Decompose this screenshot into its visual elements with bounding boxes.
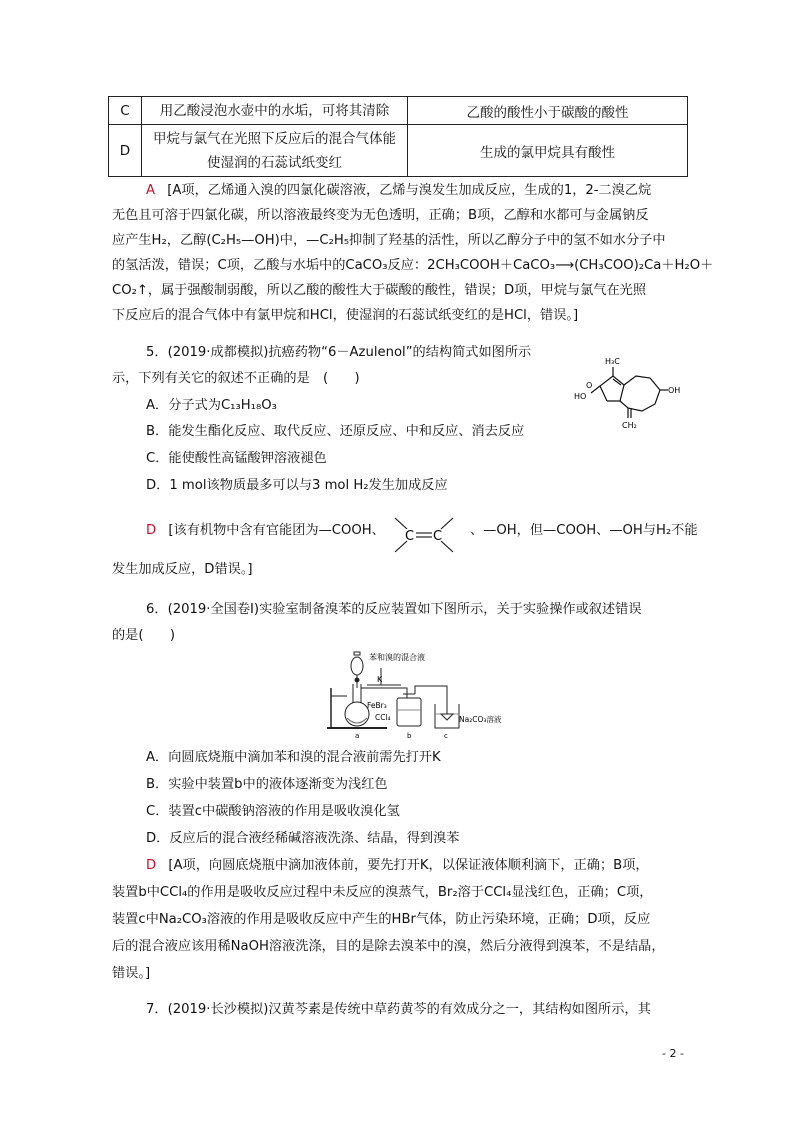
row-left-line1: 甲烷与氯气在光照下反应后的混合气体能: [153, 130, 396, 147]
q6-option-d: D．反应后的混合液经稀碱溶液洗涤、结晶，得到溴苯: [146, 831, 460, 846]
q5-answer: D: [146, 523, 157, 538]
label-mixture: 苯和溴的混合液: [369, 653, 425, 662]
struct-oh: OH: [668, 386, 681, 395]
q6-exp-line1: [A项，向圆底烧瓶中滴加液体前，要先打开K，以保证液体顺利滴下，正确；B项，: [168, 858, 649, 873]
q5-option-b: B．能发生酯化反应、取代反应、还原反应、中和反应、消去反应: [146, 424, 525, 439]
q6-answer: D: [146, 858, 157, 873]
label-na2co3: Na₂CO₃溶液: [459, 715, 502, 724]
q5-option-c: C．能使酸性高锰酸钾溶液褪色: [146, 451, 327, 466]
row-left-line2: 使湿润的石蕊试纸变红: [207, 154, 342, 171]
q5-stem-line2: 示，下列有关它的叙述不正确的是 ( ): [112, 371, 360, 386]
q6-exp-line4: 后的混合液应该用稀NaOH溶液洗涤，目的是除去溴苯中的溴，然后分液得到溴苯，不是结晶，: [112, 939, 665, 954]
row-label: D: [109, 125, 142, 177]
q6-exp-line3: 装置c中Na₂CO₃溶液的作用是吸收反应中产生的HBr气体，防止污染环境，正确；D项，反应: [112, 912, 651, 927]
label-ccl4: CCl₄: [375, 713, 391, 722]
table-row: [109, 125, 688, 177]
row-left: 用乙酸浸泡水壶中的水垢，可将其清除: [142, 97, 408, 125]
q5-exp-line2: 发生加成反应，D错误。]: [112, 562, 253, 577]
row-left: [142, 125, 408, 177]
options-table: [108, 96, 688, 177]
q6-stem-line1: 6．(2019·全国卷Ⅰ)实验室制备溴苯的反应装置如下图所示，关于实验操作或叙述错误: [146, 602, 642, 617]
q6-exp-line5: 错误。]: [112, 966, 151, 981]
q4-exp-line3: 应产生H₂，乙醇(C₂H₅—OH)中，—C₂H₅抑制了羟基的活性，所以乙醇分子中的氢不如水分子中: [112, 233, 666, 248]
label-b: b: [407, 732, 412, 740]
struct-ho: HO: [574, 392, 587, 401]
cc-c2: C: [433, 529, 443, 544]
q6-exp-line2: 装置b中CCl₄的作用是吸收反应过程中未反应的溴蒸气，Br₂溶于CCl₄显浅红色，正确；C项，: [112, 885, 653, 900]
q5-stem-line1: 5．(2019·成都模拟)抗癌药物“6－Azulenol”的结构简式如图所示: [146, 345, 532, 360]
row-label: C: [109, 97, 142, 125]
q4-exp-line5: CO₂↑，属于强酸制弱酸，所以乙酸的酸性大于碳酸的酸性，错误；D项，甲烷与氯气在光照: [112, 283, 647, 298]
q6-option-b: B．实验中装置b中的液体逐渐变为浅红色: [146, 777, 388, 792]
q4-answer: A: [146, 183, 156, 198]
label-a: a: [355, 732, 360, 740]
q6-option-a: A．向圆底烧瓶中滴加苯和溴的混合液前需先打开K: [146, 750, 441, 765]
table-row: [109, 97, 688, 125]
q7-stem-line1: 7．(2019·长沙模拟)汉黄芩素是传统中草药黄芩的有效成分之一，其结构如图所示，其: [146, 1002, 651, 1017]
label-c: c: [444, 732, 448, 740]
label-k: K: [377, 675, 383, 684]
q6-stem-line2: 的是( ): [112, 628, 176, 643]
q5-option-d: D．1 mol该物质最多可以与3 mol H₂发生加成反应: [146, 478, 448, 493]
row-right: 生成的氯甲烷具有酸性: [408, 125, 688, 177]
row-right: 乙酸的酸性小于碳酸的酸性: [408, 97, 688, 125]
label-febr3: FeBr₃: [367, 701, 387, 710]
bromobenzene-apparatus: [325, 648, 515, 740]
q5-exp-part2: 、—OH，但—COOH、—OH与H₂不能: [470, 523, 698, 538]
page-number: - 2 -: [662, 1047, 684, 1060]
q4-exp-line1: [A项，乙烯通入溴的四氯化碳溶液，乙烯与溴发生加成反应，生成的1，2-二溴乙烷: [167, 183, 652, 198]
q4-exp-line2: 无色且可溶于四氯化碳，所以溶液最终变为无色透明，正确；B项，乙醇和水都可与金属钠反: [112, 208, 649, 223]
q4-exp-line4: 的氢活泼，错误；C项，乙酸与水垢中的CaCO₃反应：2CH₃COOH＋CaCO₃⟶(CH₃COO)₂Ca＋H₂O＋: [112, 258, 714, 273]
azulenol-structure: [560, 355, 690, 433]
struct-o: O: [586, 381, 593, 390]
struct-ch2: CH₂: [622, 421, 637, 430]
q5-option-a: A．分子式为C₁₃H₁₈O₃: [146, 398, 277, 413]
q5-exp-part1: [该有机物中含有官能团为—COOH、: [168, 523, 385, 538]
cc-c1: C: [405, 529, 415, 544]
q4-exp-line6: 下反应后的混合气体中有氯甲烷和HCl，使湿润的石蕊试纸变红的是HCl，错误。]: [112, 308, 579, 323]
struct-ch3: H₃C: [605, 357, 620, 366]
q6-option-c: C．装置c中碳酸钠溶液的作用是吸收溴化氢: [146, 804, 400, 819]
alkene-group-structure: [385, 512, 463, 558]
